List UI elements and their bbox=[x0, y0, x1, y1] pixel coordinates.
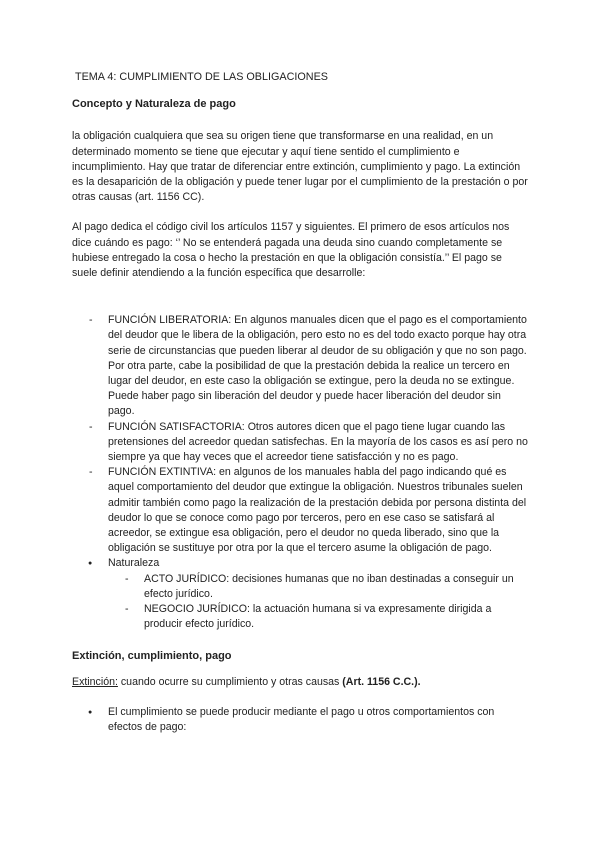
list-item-funcion-satisfactoria: - FUNCIÓN SATISFACTORIA: Otros autores dicen que el pago tiene lugar cuando las pretensiones del acreedor quedan satisfechas. En la mayoría de los casos es así pero no siempre ya que hay veces que el acreedor tiene satisfacción y no es pago. bbox=[72, 420, 528, 466]
list-item-funcion-liberatoria: - FUNCIÓN LIBERATORIA: En algunos manuales dicen que el pago es el comportamiento del deudor que le libera de la obligación, pero esto no es del todo exacto porque hay otra serie de circunstancias que pueden liberar al deudor de su obligación y que no son pago. Por otra parte, cabe la posibilidad de que la prestación debida la realice un tercero en lugar del deudor, en este caso la obligación se extingue, pero la deuda no se extingue. Puede haber pago sin liberación del deudor y puede hacer liberación del deudor sin pago. bbox=[72, 313, 528, 419]
section-heading-extincion: Extinción, cumplimiento, pago bbox=[72, 649, 232, 662]
list-item-funcion-extintiva: - FUNCIÓN EXTINTIVA: en algunos de los manuales habla del pago indicando qué es aquel comportamiento del deudor que extingue la obligación. Nuestros tribunales suelen admitir también como pago la realización de la prestación debida por persona distinta del deudor lo que se conoce como pago por terceros, pero en ese caso se satisfará al acreedor, se extingue esa obligación, pero el deudor no queda liberado, sino que la obligación se sustituye por otra por la que el tercero asume la obligación de pago. bbox=[72, 465, 528, 556]
list-item-acto-juridico: - ACTO JURÍDICO: decisiones humanas que no iban destinadas a conseguir un efecto jurídico. bbox=[72, 572, 528, 602]
paragraph-pago: Al pago dedica el código civil los artículos 1157 y siguientes. El primero de esos artículos nos dice cuándo es pago: ‘’ No se entenderá pagada una deuda sino cuando completamente se hubiese entregado la cosa o hecho la prestación en que la obligación consistía.’’ El pago se suele definir atendiendo a la función específica que desarrolle: bbox=[72, 221, 510, 280]
extincion-label: Extinción: bbox=[72, 675, 118, 688]
section-heading-concepto: Concepto y Naturaleza de pago bbox=[72, 98, 236, 111]
document-body bbox=[72, 70, 528, 735]
list-item-cumplimiento: ● El cumplimiento se puede producir mediante el pago u otros comportamientos con efectos de pago: bbox=[72, 705, 528, 735]
paragraph-extincion bbox=[72, 675, 528, 690]
list-item-naturaleza bbox=[72, 556, 528, 571]
naturaleza-list bbox=[72, 556, 528, 571]
functions-list bbox=[72, 313, 528, 556]
naturaleza-label: Naturaleza bbox=[108, 557, 160, 570]
extincion-reference: (Art. 1156 C.C.). bbox=[342, 675, 421, 688]
list-item-negocio-juridico: - NEGOCIO JURÍDICO: la actuación humana si va expresamente dirigida a producir efecto jurídico. bbox=[72, 602, 528, 632]
extincion-text: cuando ocurre su cumplimiento y otras causas bbox=[117, 675, 343, 688]
cumplimiento-list bbox=[72, 705, 528, 735]
document-title: TEMA 4: CUMPLIMIENTO DE LAS OBLIGACIONES bbox=[75, 71, 328, 83]
naturaleza-sublist bbox=[72, 572, 528, 633]
paragraph-obligacion: la obligación cualquiera que sea su origen tiene que transformarse en una realidad, en un determinado momento se tiene que ejecutar y aquí tiene sentido el cumplimiento e incumplimiento. Hay que tratar de diferenciar entre extinción, cumplimiento y pago. La extinción es la desaparición de la obligación y puede tener lugar por el cumplimiento de la prestación o por otras causas (art. 1156 CC). bbox=[72, 130, 528, 204]
